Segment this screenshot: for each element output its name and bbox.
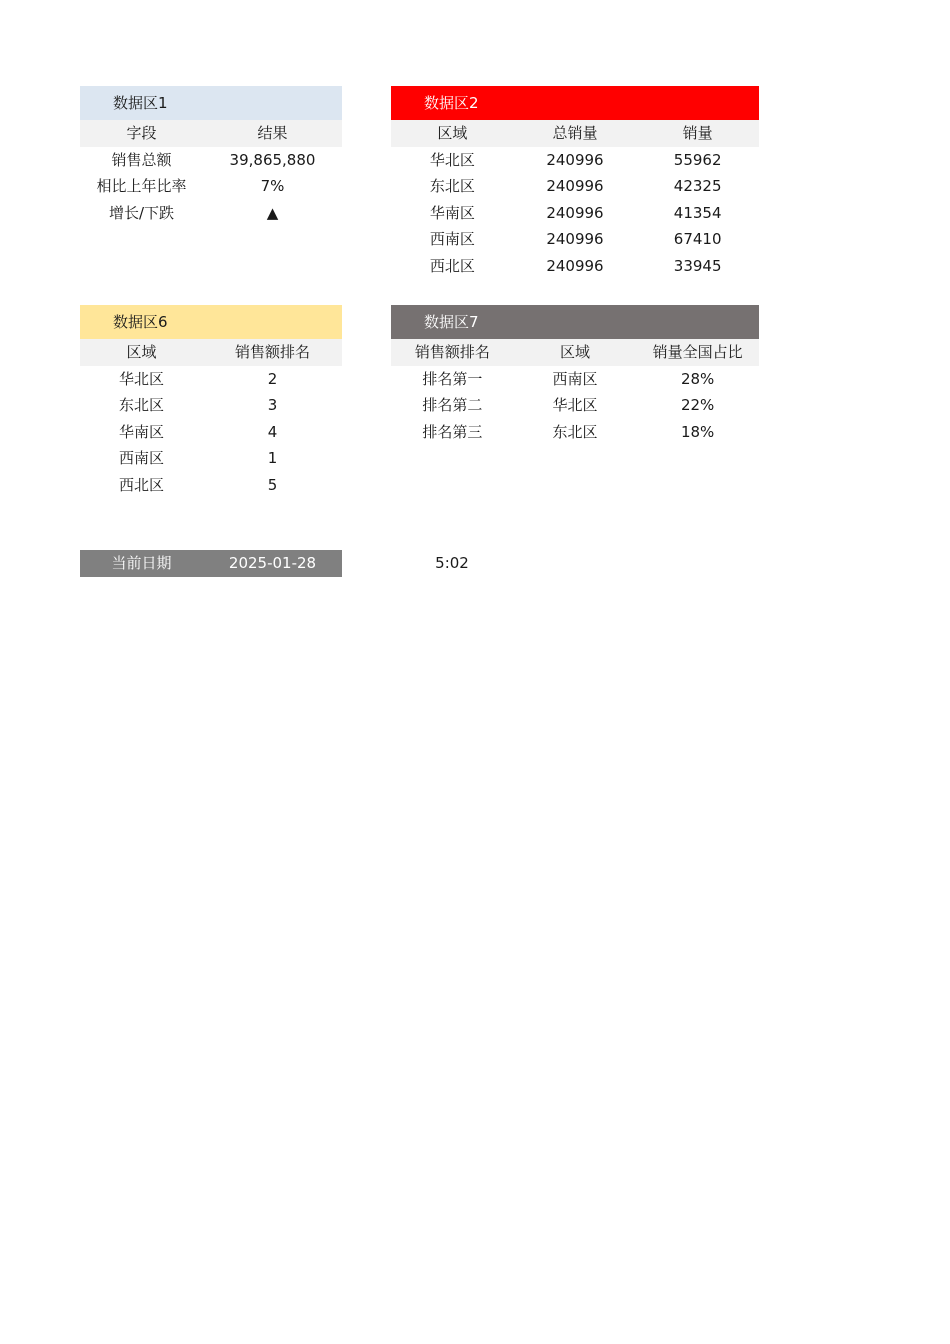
- zone6-cell[interactable]: 华北区: [118, 370, 164, 388]
- table-row: [80, 173, 342, 199]
- current-date-bar: [80, 550, 342, 577]
- zone1-cell[interactable]: 销售总额: [111, 151, 172, 169]
- zone6-header-row: [80, 339, 342, 366]
- table-row: [80, 419, 342, 445]
- zone2-cell[interactable]: 33945: [673, 256, 722, 275]
- zone6-cell[interactable]: 西南区: [118, 449, 164, 468]
- zone6-title: 数据区6: [80, 305, 342, 339]
- data-zone-1: [80, 86, 342, 226]
- zone6-cell[interactable]: 1: [267, 449, 278, 468]
- zone6-cell[interactable]: 3: [267, 396, 278, 415]
- zone1-header-row: [80, 120, 342, 147]
- zone6-cell[interactable]: 5: [267, 475, 278, 494]
- table-row: [391, 366, 759, 392]
- table-row: [80, 472, 342, 498]
- zone7-cell[interactable]: 东北区: [552, 422, 598, 441]
- table-row: [391, 392, 759, 418]
- zone2-cell[interactable]: 240996: [546, 151, 604, 169]
- zone6-cell[interactable]: 华南区: [118, 422, 164, 441]
- zone2-cell[interactable]: 西南区: [429, 230, 475, 249]
- current-date-value[interactable]: 2025-01-28: [228, 554, 317, 572]
- trend-up-icon[interactable]: ▲: [266, 203, 279, 222]
- data-zone-6: [80, 305, 342, 498]
- zone1-cell[interactable]: 7%: [260, 177, 285, 196]
- table-row: [80, 366, 342, 392]
- table-row: [391, 200, 759, 226]
- zone2-header-region: 区域: [437, 124, 468, 142]
- zone1-cell[interactable]: 39,865,880: [229, 151, 316, 169]
- table-row: [80, 445, 342, 471]
- zone6-cell[interactable]: 2: [267, 370, 278, 388]
- zone2-cell[interactable]: 240996: [546, 256, 604, 275]
- table-row: [391, 253, 759, 279]
- zone1-cell[interactable]: 增长/下跌: [108, 203, 175, 222]
- current-date-label[interactable]: 当前日期: [111, 554, 172, 572]
- zone7-cell[interactable]: 华北区: [552, 396, 598, 415]
- current-time-value[interactable]: 5:02: [435, 554, 469, 572]
- zone7-cell[interactable]: 排名第一: [422, 370, 483, 388]
- zone2-cell[interactable]: 240996: [546, 203, 604, 222]
- zone7-header-rank: 销售额排名: [414, 343, 490, 361]
- zone2-cell[interactable]: 55962: [673, 151, 722, 169]
- table-row: [80, 392, 342, 418]
- zone2-title: 数据区2: [391, 86, 759, 120]
- table-row: [391, 147, 759, 173]
- zone7-cell[interactable]: 排名第三: [422, 422, 483, 441]
- zone6-header-region: 区域: [126, 343, 157, 361]
- zone2-cell[interactable]: 67410: [673, 230, 722, 249]
- zone7-cell[interactable]: 28%: [680, 370, 715, 388]
- data-zone-7: [391, 305, 759, 445]
- zone7-cell[interactable]: 排名第二: [422, 396, 483, 415]
- zone2-header-total: 总销量: [552, 124, 598, 142]
- zone2-cell[interactable]: 华北区: [429, 151, 475, 169]
- zone6-cell[interactable]: 4: [267, 422, 278, 441]
- zone1-header-result: 结果: [257, 124, 288, 142]
- table-row: [80, 200, 342, 226]
- zone6-cell[interactable]: 西北区: [118, 475, 164, 494]
- zone6-cell[interactable]: 东北区: [118, 396, 164, 415]
- zone7-header-row: [391, 339, 759, 366]
- zone2-header-sales: 销量: [682, 124, 713, 142]
- zone7-cell[interactable]: 22%: [680, 396, 715, 415]
- zone1-header-field: 字段: [126, 124, 157, 142]
- table-row: [80, 147, 342, 173]
- zone7-cell[interactable]: 西南区: [552, 370, 598, 388]
- zone2-header-row: [391, 120, 759, 147]
- zone1-title: 数据区1: [80, 86, 342, 120]
- zone2-cell[interactable]: 240996: [546, 177, 604, 196]
- zone7-cell[interactable]: 18%: [680, 422, 715, 441]
- zone7-title: 数据区7: [391, 305, 759, 339]
- data-zone-2: [391, 86, 759, 279]
- table-row: [391, 173, 759, 199]
- table-row: [391, 419, 759, 445]
- zone1-cell[interactable]: 相比上年比率: [96, 177, 187, 196]
- zone2-cell[interactable]: 华南区: [429, 203, 475, 222]
- zone7-header-share: 销量全国占比: [652, 343, 743, 361]
- zone6-header-rank: 销售额排名: [234, 343, 310, 361]
- zone2-cell[interactable]: 42325: [673, 177, 722, 196]
- zone2-cell[interactable]: 41354: [673, 203, 722, 222]
- table-row: [391, 226, 759, 252]
- zone2-cell[interactable]: 西北区: [429, 256, 475, 275]
- zone7-header-region: 区域: [559, 343, 590, 361]
- zone2-cell[interactable]: 240996: [546, 230, 604, 249]
- zone2-cell[interactable]: 东北区: [429, 177, 475, 196]
